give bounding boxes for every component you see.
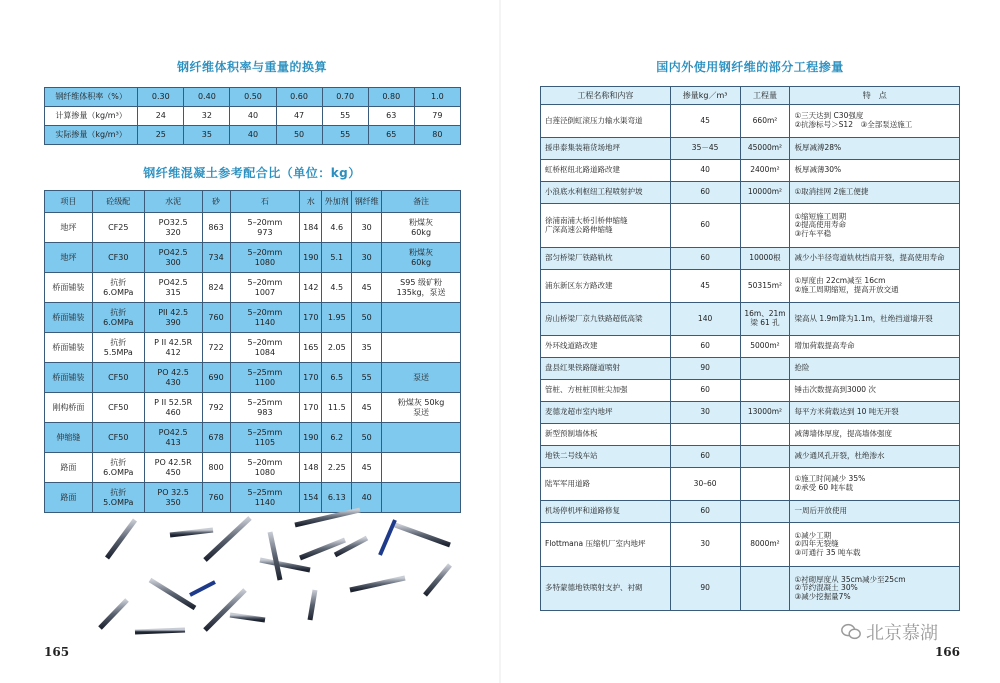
table-cell: 90: [670, 358, 740, 380]
table-cell: 184: [300, 213, 322, 243]
table-row: 钢纤维体积率（%） 0.30 0.40 0.50 0.60 0.70 0.80 1.0: [45, 88, 461, 107]
table-cell: 792: [202, 393, 230, 423]
table-cell: [382, 303, 461, 333]
table-cell: 伸缩缝: [45, 423, 93, 453]
table-cell: 50: [352, 423, 382, 453]
table-cell: PO42.5 413: [144, 423, 202, 453]
table-cell: 粉煤灰 50kg 泵送: [382, 393, 461, 423]
table-cell: 40: [670, 160, 740, 182]
table-row: [541, 270, 960, 303]
column-header: 特 点: [790, 87, 960, 105]
table-cell: 170: [300, 303, 322, 333]
table-cell: 824: [202, 273, 230, 303]
table-cell: 陆军军用道路: [541, 468, 671, 501]
table-cell: ①减少工期 ②四年无裂缝 ③可通行 35 吨车载: [790, 523, 960, 567]
table-cell: 11.5: [322, 393, 352, 423]
projects-body: [541, 105, 960, 611]
table-cell: 管桩、方桩桩顶桩尖加强: [541, 380, 671, 402]
table-row: [45, 243, 461, 273]
table-cell: 减少通风孔开裂，杜绝渗水: [790, 446, 960, 468]
table-cell: 一周后开放使用: [790, 501, 960, 523]
table-cell: PO 42.5R 450: [144, 453, 202, 483]
table-row: [541, 160, 960, 182]
table-cell: 房山桥梁厂京九铁路超低高梁: [541, 303, 671, 336]
row-label: 钢纤维体积率（%）: [45, 88, 138, 107]
table-cell: [740, 501, 790, 523]
right-page: [500, 0, 1000, 683]
table-cell: CF50: [92, 393, 144, 423]
table-cell: 760: [202, 483, 230, 513]
table-cell: 1.95: [322, 303, 352, 333]
table-cell: 45: [670, 270, 740, 303]
table-cell: 190: [300, 423, 322, 453]
table-cell: 白莲泾倒虹滚压力输水渠弯道: [541, 105, 671, 138]
table-cell: ①厚度由 22cm减至 16cm ②施工周期缩短，提高开放交通: [790, 270, 960, 303]
table-cell: S95 级矿粉 135kg，泵送: [382, 273, 461, 303]
table-cell: 8000m²: [740, 523, 790, 567]
table-cell: 徐浦南浦大桥引桥伸缩缝 广深高速公路伸缩缝: [541, 204, 671, 248]
column-header: 工程名称和内容: [541, 87, 671, 105]
table-cell: 抗折 6.OMPa: [92, 303, 144, 333]
table-cell: 桥面铺装: [45, 333, 93, 363]
table-header-row: [541, 87, 960, 105]
table-cell: CF25: [92, 213, 144, 243]
volume-weight-title: 钢纤维体积率与重量的换算: [176, 60, 327, 74]
mix-ratio-body: [45, 213, 461, 513]
table-cell: 路面: [45, 483, 93, 513]
table-cell: 6.2: [322, 423, 352, 453]
table-cell: 35－45: [670, 138, 740, 160]
column-header: 工程量: [740, 87, 790, 105]
table-cell: 30: [352, 243, 382, 273]
table-row: [541, 523, 960, 567]
table-cell: 5.1: [322, 243, 352, 273]
table-cell: 5–20mm 973: [230, 213, 300, 243]
table-cell: 50: [352, 303, 382, 333]
table-cell: 盘县红果铁路隧道喷射: [541, 358, 671, 380]
table-cell: 148: [300, 453, 322, 483]
table-cell: 170: [300, 363, 322, 393]
table-cell: 抗折 6.OMPa: [92, 453, 144, 483]
table-row: [541, 468, 960, 501]
table-row: 实际掺量（kg/m³） 25 35 40 50 55 65 80: [45, 126, 461, 145]
table-cell: 10000m²: [740, 182, 790, 204]
table-row: [541, 446, 960, 468]
table-cell: 地坪: [45, 213, 93, 243]
table-cell: 2.25: [322, 453, 352, 483]
table-row: [541, 303, 960, 336]
table-cell: 55: [352, 363, 382, 393]
table-row: [541, 336, 960, 358]
table-cell: 190: [300, 243, 322, 273]
column-header: 钢纤维: [352, 191, 382, 213]
table-cell: 粉煤灰 60kg: [382, 243, 461, 273]
table-row: [45, 453, 461, 483]
table-cell: 4.5: [322, 273, 352, 303]
table-cell: PO42.5 300: [144, 243, 202, 273]
table-cell: PII 42.5 390: [144, 303, 202, 333]
table-cell: 地铁二号线车站: [541, 446, 671, 468]
table-cell: 机场停机坪和道路修复: [541, 501, 671, 523]
table-cell: 60: [670, 380, 740, 402]
table-cell: 45: [352, 453, 382, 483]
mix-ratio-title: 钢纤维混凝土参考配合比（单位：kg）: [143, 166, 361, 180]
table-row: [45, 213, 461, 243]
table-cell: 抗折 5.OMPa: [92, 483, 144, 513]
table-cell: P II 42.5R 412: [144, 333, 202, 363]
projects-title: 国内外使用钢纤维的部分工程掺量: [656, 60, 844, 74]
table-cell: 泵送: [382, 363, 461, 393]
table-cell: 桥面铺装: [45, 273, 93, 303]
table-cell: 60: [670, 501, 740, 523]
column-header: 石: [230, 191, 300, 213]
table-cell: 抗折 6.OMPa: [92, 273, 144, 303]
table-cell: 抗折 5.5MPa: [92, 333, 144, 363]
table-cell: P II 52.5R 460: [144, 393, 202, 423]
table-cell: 新型预制墙体板: [541, 424, 671, 446]
table-cell: [382, 453, 461, 483]
table-cell: 多特蒙德地铁喷射支护、衬砌: [541, 567, 671, 611]
table-row: 计算掺量（kg/m³） 24 32 40 47 55 63 79: [45, 107, 461, 126]
table-cell: CF50: [92, 363, 144, 393]
table-cell: 140: [670, 303, 740, 336]
table-cell: 863: [202, 213, 230, 243]
table-cell: 小浪底水利枢纽工程喷射护坡: [541, 182, 671, 204]
table-row: [541, 402, 960, 424]
table-cell: ①三天达到 C30强度 ②抗渗标号＞S12 ③全部泵送施工: [790, 105, 960, 138]
table-row: [541, 501, 960, 523]
table-cell: 45: [352, 393, 382, 423]
table-row: [541, 182, 960, 204]
table-row: [541, 424, 960, 446]
table-cell: 5–20mm 1140: [230, 303, 300, 333]
table-cell: CF30: [92, 243, 144, 273]
table-row: [45, 393, 461, 423]
column-header: 外加剂: [322, 191, 352, 213]
watermark: [840, 619, 938, 645]
table-cell: 678: [202, 423, 230, 453]
table-cell: PO 42.5 430: [144, 363, 202, 393]
table-cell: 麦德龙超市室内地坪: [541, 402, 671, 424]
table-cell: [740, 358, 790, 380]
table-cell: 60: [670, 248, 740, 270]
volume-weight-table: [44, 87, 461, 145]
table-cell: 30–60: [670, 468, 740, 501]
table-cell: 5–20mm 1080: [230, 453, 300, 483]
table-cell: 外环线道路改建: [541, 336, 671, 358]
table-cell: 板厚减薄30%: [790, 160, 960, 182]
table-cell: [740, 446, 790, 468]
column-header: 水: [300, 191, 322, 213]
table-cell: 60: [670, 204, 740, 248]
table-cell: 45: [352, 273, 382, 303]
table-cell: ①取消挂网 2施工便捷: [790, 182, 960, 204]
table-cell: 6.5: [322, 363, 352, 393]
table-cell: 10000根: [740, 248, 790, 270]
table-cell: [670, 424, 740, 446]
column-header: 砼级配: [92, 191, 144, 213]
table-cell: 660m²: [740, 105, 790, 138]
table-cell: 5–20mm 1084: [230, 333, 300, 363]
table-cell: 16m、21m 梁 61 孔: [740, 303, 790, 336]
table-row: [541, 248, 960, 270]
table-row: [541, 358, 960, 380]
table-row: [45, 423, 461, 453]
table-header-row: [45, 191, 461, 213]
table-cell: 桥面铺装: [45, 363, 93, 393]
table-cell: 减少小半径弯道轨枕挡肩开裂，提高使用寿命: [790, 248, 960, 270]
table-row: [541, 204, 960, 248]
table-cell: 5–25mm 1105: [230, 423, 300, 453]
table-cell: 刚构桥面: [45, 393, 93, 423]
row-label: 实际掺量（kg/m³）: [45, 126, 138, 145]
table-cell: 154: [300, 483, 322, 513]
table-cell: [740, 424, 790, 446]
table-cell: 粉煤灰 60kg: [382, 213, 461, 243]
table-cell: 690: [202, 363, 230, 393]
table-cell: 35: [352, 333, 382, 363]
table-cell: ①施工时间减少 35% ②承受 60 吨车载: [790, 468, 960, 501]
table-cell: 梁高从 1.9m降为1.1m，杜绝挡道墙开裂: [790, 303, 960, 336]
table-cell: ①缩短施工周期 ②提高使用寿命 ③行车平稳: [790, 204, 960, 248]
page-number: 166: [934, 645, 960, 659]
table-row: [45, 303, 461, 333]
table-cell: [740, 204, 790, 248]
table-cell: 760: [202, 303, 230, 333]
table-cell: 部匀桥梁厂铁路轨枕: [541, 248, 671, 270]
projects-table: [540, 86, 960, 611]
table-cell: 60: [670, 446, 740, 468]
table-cell: 4.6: [322, 213, 352, 243]
table-cell: PO32.5 320: [144, 213, 202, 243]
table-cell: 165: [300, 333, 322, 363]
table-cell: 5–25mm 1100: [230, 363, 300, 393]
table-cell: 5000m²: [740, 336, 790, 358]
table-cell: 5–25mm 983: [230, 393, 300, 423]
table-cell: 每平方米荷载达到 10 吨无开裂: [790, 402, 960, 424]
table-cell: 抢险: [790, 358, 960, 380]
table-cell: 5–20mm 1007: [230, 273, 300, 303]
table-cell: 桥面铺装: [45, 303, 93, 333]
table-cell: PO42.5 315: [144, 273, 202, 303]
table-cell: [740, 380, 790, 402]
table-cell: 60: [670, 182, 740, 204]
table-cell: 板厚减溥28%: [790, 138, 960, 160]
table-cell: 722: [202, 333, 230, 363]
column-header: 砂: [202, 191, 230, 213]
table-cell: 45000m²: [740, 138, 790, 160]
table-cell: 增加荷载提高寿命: [790, 336, 960, 358]
mix-ratio-table: [44, 190, 461, 513]
column-header: 项目: [45, 191, 93, 213]
table-cell: 90: [670, 567, 740, 611]
column-header: 掺量kg／m³: [670, 87, 740, 105]
table-cell: 50315m²: [740, 270, 790, 303]
table-cell: CF50: [92, 423, 144, 453]
table-cell: 60: [670, 336, 740, 358]
table-cell: [740, 468, 790, 501]
table-cell: 30: [670, 523, 740, 567]
table-cell: [382, 423, 461, 453]
table-cell: 45: [670, 105, 740, 138]
table-row: [541, 567, 960, 611]
table-cell: 减薄墙体厚度，提高墙体强度: [790, 424, 960, 446]
steel-fiber-photo: [95, 500, 455, 640]
table-cell: 地坪: [45, 243, 93, 273]
table-row: [541, 380, 960, 402]
table-cell: 30: [352, 213, 382, 243]
table-cell: PO 32.5 350: [144, 483, 202, 513]
table-cell: 援串泰集装箱货场地坪: [541, 138, 671, 160]
column-header: 备注: [382, 191, 461, 213]
table-cell: 13000m²: [740, 402, 790, 424]
table-cell: ①衬砌厚度从 35cm减少至25cm ②节约混凝土 30% ③减少挖掘量7%: [790, 567, 960, 611]
table-cell: 800: [202, 453, 230, 483]
table-cell: 虹桥枢纽北路道路改建: [541, 160, 671, 182]
column-header: 水泥: [144, 191, 202, 213]
table-cell: 浦东新区东方路改建: [541, 270, 671, 303]
table-cell: 2.05: [322, 333, 352, 363]
table-cell: 170: [300, 393, 322, 423]
chat-bubble-icon: [840, 621, 862, 643]
watermark-text: 北京慕湖: [866, 623, 938, 644]
table-row: [45, 333, 461, 363]
table-cell: 5–25mm 1140: [230, 483, 300, 513]
table-cell: 6.13: [322, 483, 352, 513]
table-cell: 142: [300, 273, 322, 303]
table-cell: [382, 333, 461, 363]
table-cell: 734: [202, 243, 230, 273]
table-row: [45, 363, 461, 393]
table-cell: Flottmana 压缩机厂室内地坪: [541, 523, 671, 567]
table-row: [541, 105, 960, 138]
table-cell: [740, 567, 790, 611]
table-cell: 5–20mm 1080: [230, 243, 300, 273]
table-row: [45, 273, 461, 303]
table-cell: 锤击次数提高到3000 次: [790, 380, 960, 402]
row-label: 计算掺量（kg/m³）: [45, 107, 138, 126]
table-cell: 40: [352, 483, 382, 513]
page-number: 165: [44, 645, 70, 659]
table-cell: 2400m²: [740, 160, 790, 182]
table-cell: 30: [670, 402, 740, 424]
table-cell: 路面: [45, 453, 93, 483]
table-row: [541, 138, 960, 160]
